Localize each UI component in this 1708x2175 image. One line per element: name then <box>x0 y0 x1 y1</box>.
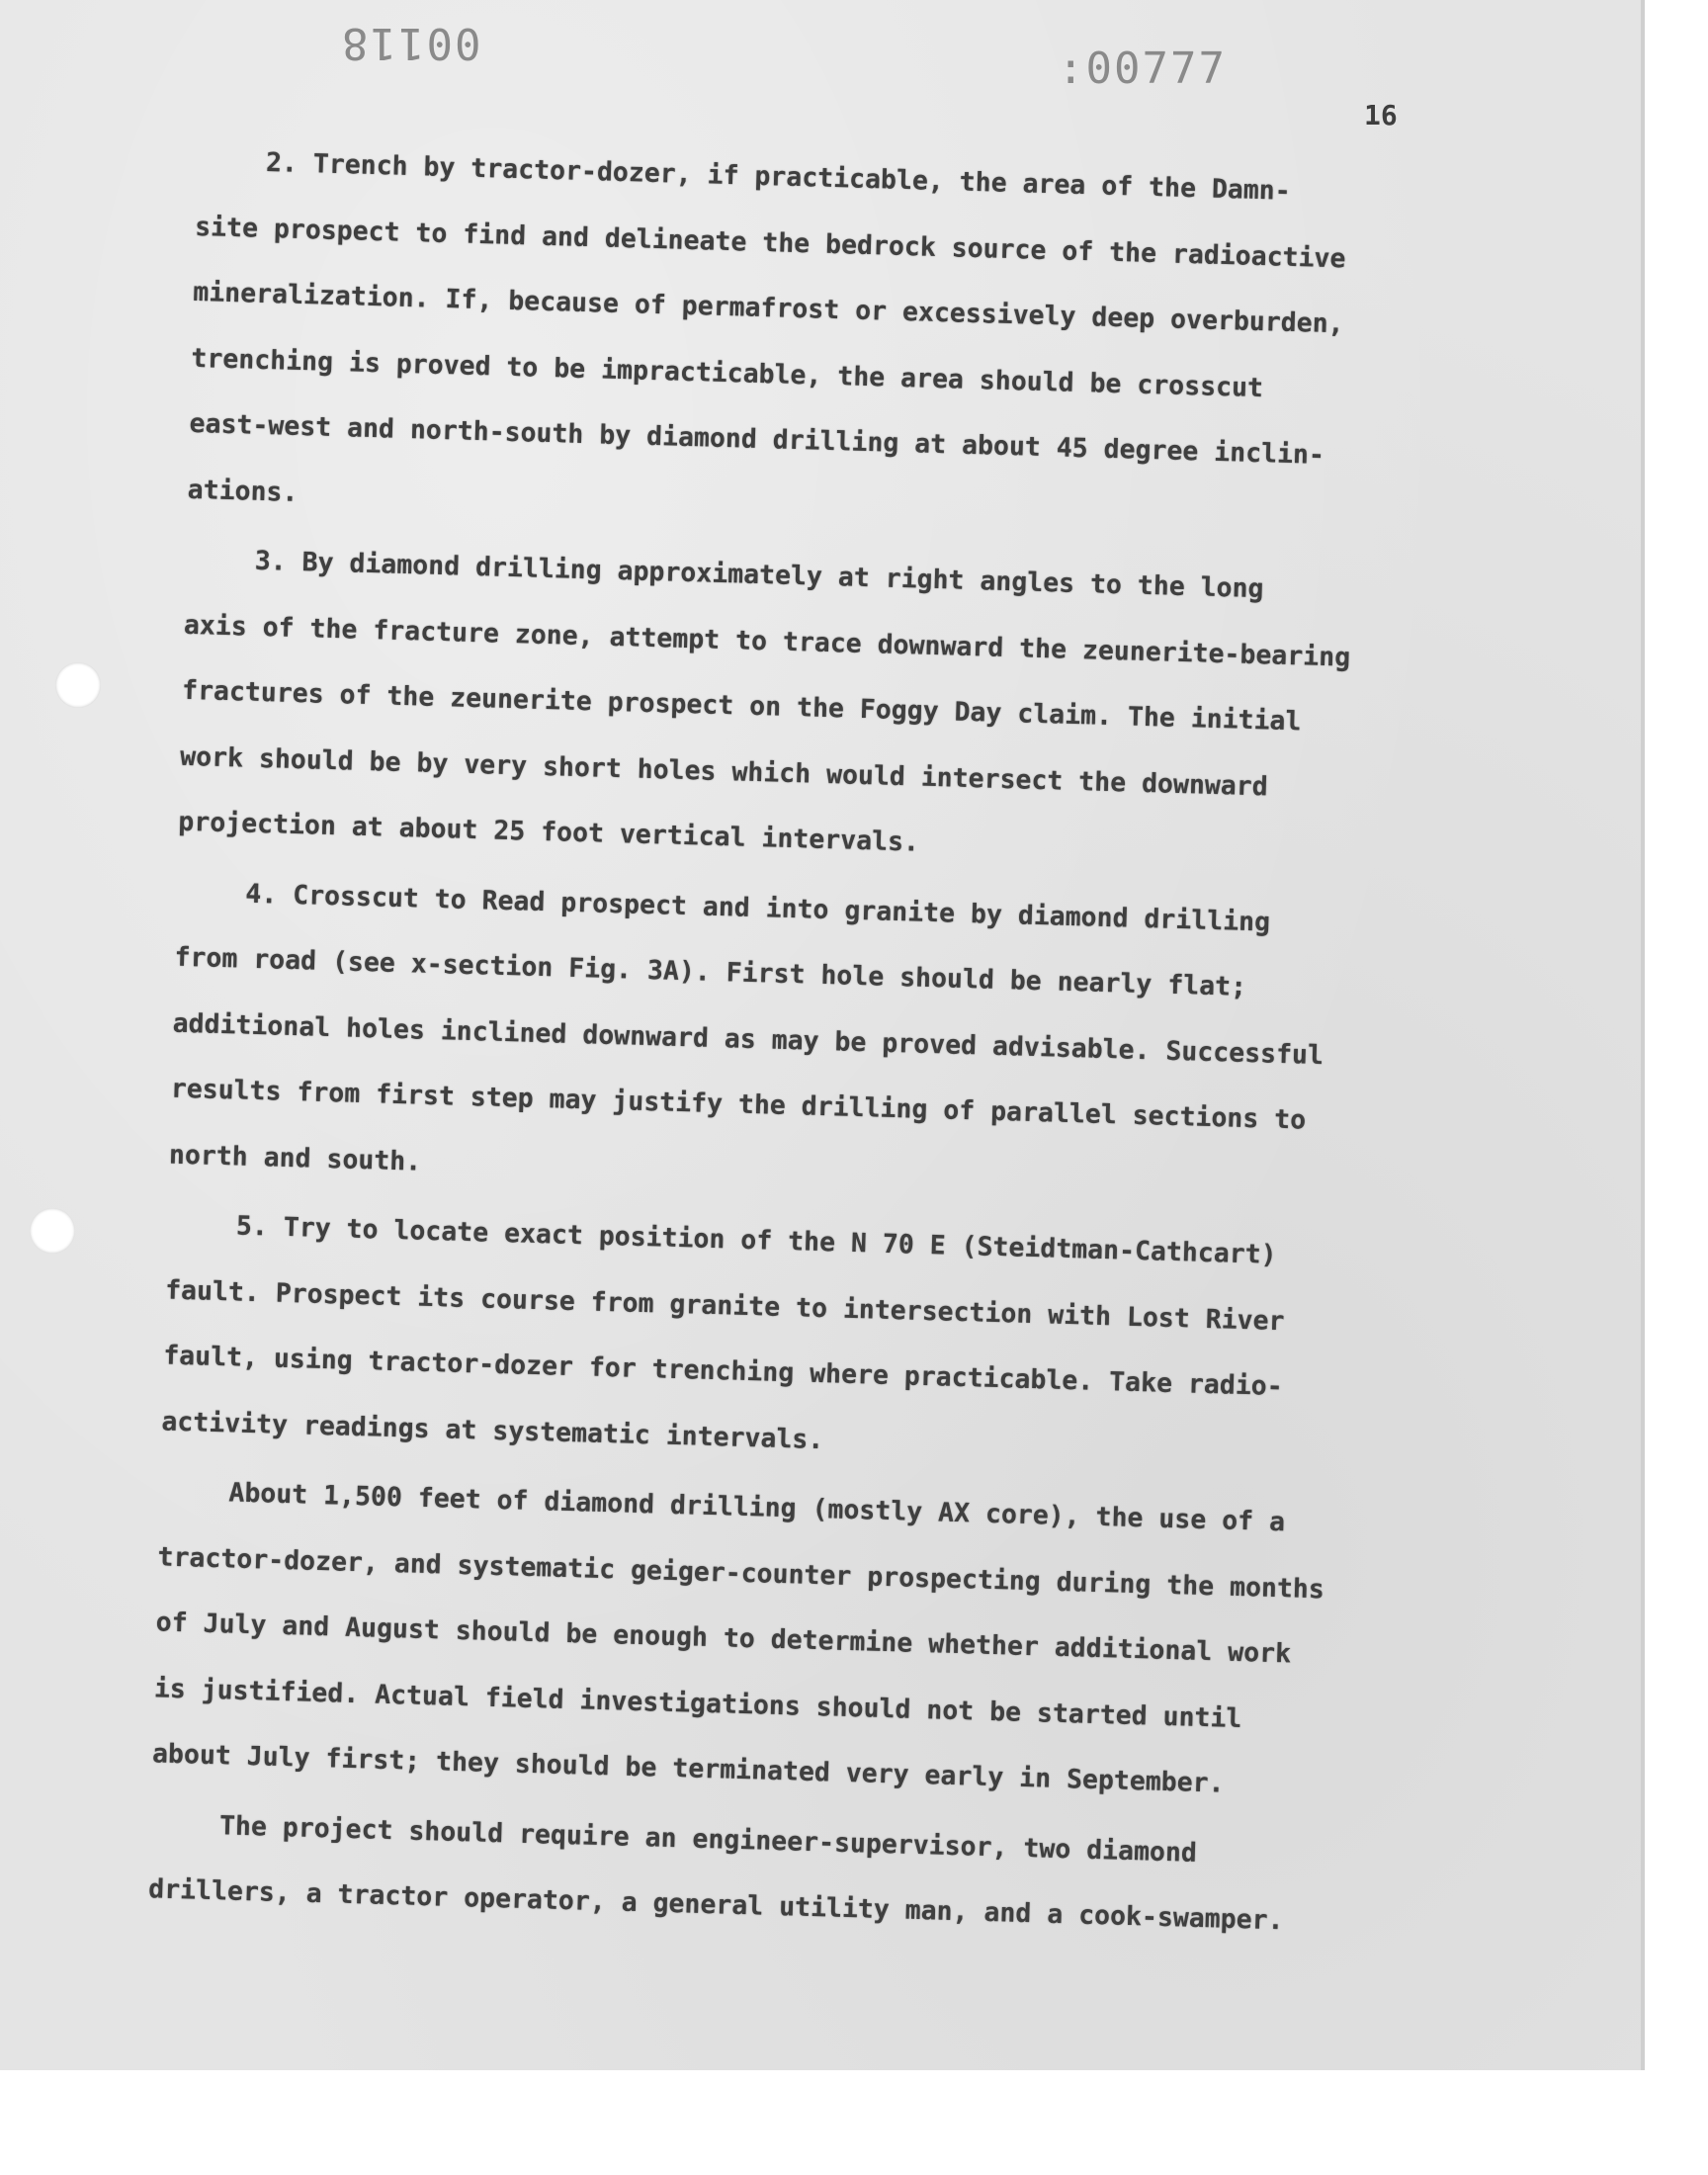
paragraph-item-3: 3. By diamond drilling approximately at right angles to the long axis of the fracture zone, attempt to trace downward the zeunerite-bearing fractures of the zeunerite prospect on the Foggy Day claim. The initial work should be by very short holes which would intersect the downward projection at about 25 foot vertical intervals. <box>177 545 1351 858</box>
punch-hole-lower <box>30 1208 75 1254</box>
paragraph-item-5: 5. Try to locate exact position of the N 70 E (Steidtman-Cathcart) fault. Prospect its course from granite to intersection with Lost River fault, using tractor-dozer for trenching where practicable. Take radio- activity readings at systematic intervals. <box>161 1210 1285 1455</box>
document-stamp-right: :00777 <box>1058 44 1227 94</box>
paragraph-staffing: The project should require an engineer-supervisor, two diamond drillers, a tractor operator, a general utility man, and a cook-swamper. <box>147 1809 1284 1937</box>
paragraph-item-2: 2. Trench by tractor-dozer, if practicable, the area of the Damn- site prospect to find and delineate the bedrock source of the radioactive mineralization. If, because of permafrost or excessively deep overburden, trenching is proved to be impracticable, the area should be crosscut east-west and north-south by diamond drilling at about 45 degree inclin- ations. <box>187 146 1346 508</box>
paragraph-item-4: 4. Crosscut to Read prospect and into granite by diamond drilling from road (see x-section Fig. 3A). First hole should be nearly flat; additional holes inclined downward as may be proved advisable. Successful results from first step may justify the drilling of parallel sections to north and south. <box>168 878 1324 1177</box>
paragraph-drilling-estimate: About 1,500 feet of diamond drilling (mostly AX core), the use of a tractor-dozer, and systematic geiger-counter prospecting during the months of July and August should be enough to determine whether additional work is justified. Actual field investigations should not be started until about July first; they should be terminated very early in September. <box>151 1477 1325 1799</box>
document-body <box>147 129 1501 1959</box>
page-number: 16 <box>1364 99 1398 131</box>
page-edge <box>1641 0 1645 2070</box>
document-stamp-left: 00118 <box>340 18 481 68</box>
punch-hole-upper <box>55 662 101 708</box>
